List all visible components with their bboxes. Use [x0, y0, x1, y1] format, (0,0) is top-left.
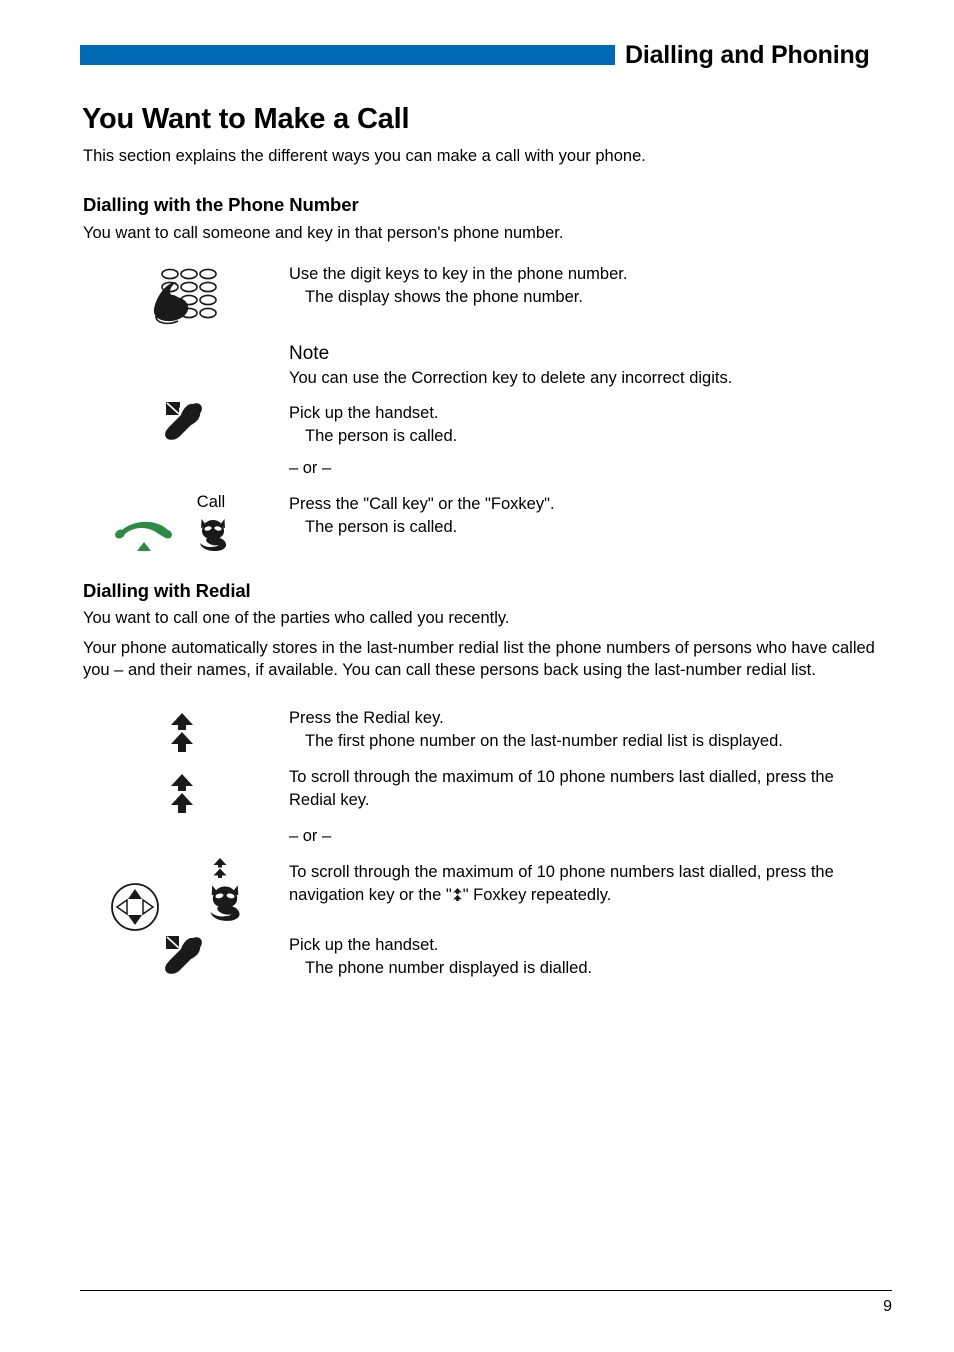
handset-step-1-action: Pick up the handset.: [289, 404, 439, 422]
handset-pickup-icon: [160, 398, 212, 444]
call-key-step-result: The person is called.: [305, 518, 458, 536]
redial-double-arrow-icon: [169, 713, 195, 753]
header-accent-bar: [80, 45, 615, 65]
foxkey-icon: [195, 517, 231, 551]
or-separator-1: – or –: [289, 459, 332, 477]
note-block: [289, 341, 849, 390]
navigation-key-icon: [110, 882, 160, 932]
redial-step-1-action: Press the Redial key.: [289, 709, 444, 727]
keypad-step-result: The display shows the phone number.: [305, 288, 583, 306]
double-arrow-glyph-icon: [212, 858, 228, 878]
handset-step-1-text: [289, 402, 809, 448]
handset-step-1-result: The person is called.: [305, 427, 458, 445]
note-text: You can use the Correction key to delete any incorrect digits.: [289, 369, 733, 387]
intro-paragraph: This section explains the different ways you can make a call with your phone.: [83, 147, 646, 165]
handset-pickup-icon: [160, 932, 212, 978]
redial-step-1-text: [289, 707, 849, 753]
header-title: Dialling and Phoning: [625, 40, 870, 69]
double-arrow-glyph-icon: [452, 888, 463, 901]
section-lead-dialling-redial: You want to call one of the parties who called you recently.: [83, 609, 510, 627]
foxkey-icon: [205, 883, 245, 921]
page-header: [80, 38, 892, 72]
section-heading-dialling-phone-number: Dialling with the Phone Number: [83, 194, 359, 215]
navigation-key-step-text: [289, 861, 869, 907]
section-body-dialling-redial: Your phone automatically stores in the last-number redial list the phone numbers of persons who have called you – and their names, if available. You can call these persons back using the last-number redial list.: [83, 639, 875, 679]
note-title: Note: [289, 343, 330, 364]
page-title: You Want to Make a Call: [82, 103, 410, 135]
redial-step-1-result: The first phone number on the last-number redial list is displayed.: [305, 732, 783, 750]
green-handset-callkey-icon: [113, 518, 175, 552]
call-key-step-text: [289, 493, 809, 539]
navigation-key-step-text-after: " Foxkey repeatedly.: [462, 886, 612, 904]
handset-step-2-text: [289, 934, 809, 980]
or-separator-2: – or –: [289, 827, 332, 845]
page-number: 9: [883, 1298, 892, 1315]
handset-step-2-action: Pick up the handset.: [289, 936, 439, 954]
keypad-hand-icon: [153, 266, 225, 326]
call-key-step-action: Press the "Call key" or the "Foxkey".: [289, 495, 555, 513]
redial-step-2-text: To scroll through the maximum of 10 phone numbers last dialled, press the Redial key.: [289, 768, 834, 809]
keypad-step-text: [289, 263, 809, 309]
handset-step-2-result: The phone number displayed is dialled.: [305, 959, 593, 977]
keypad-step-action: Use the digit keys to key in the phone number.: [289, 265, 628, 283]
section-lead-dialling-phone-number: You want to call someone and key in that person's phone number.: [83, 224, 564, 242]
navigation-key-step-text-before: To scroll through the maximum of 10 phone numbers last dialled, press the navigation key or the ": [289, 863, 834, 904]
redial-double-arrow-icon: [169, 774, 195, 814]
call-key-label: Call: [196, 493, 226, 511]
footer-divider: [80, 1290, 892, 1291]
section-heading-dialling-redial: Dialling with Redial: [83, 580, 251, 601]
